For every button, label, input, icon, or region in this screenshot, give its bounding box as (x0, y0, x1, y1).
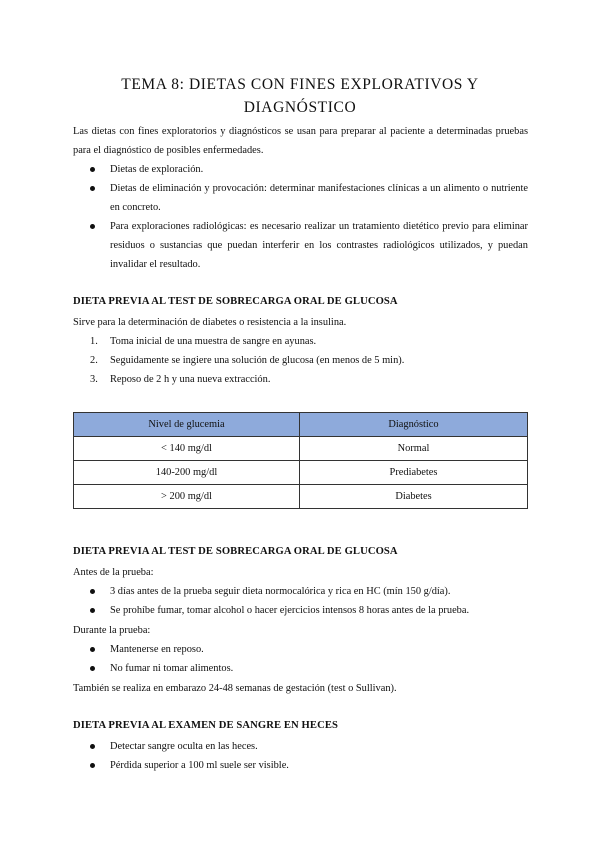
pregnancy-note: También se realiza en embarazo 24-48 semanas de gestación (test o Sullivan). (73, 683, 397, 694)
bullet-icon (90, 608, 95, 613)
intro-paragraph: Las dietas con fines exploratorios y diagnósticos se usan para preparar al paciente a determinadas pruebas para el diagnóstico de posibles enfermedades. (73, 126, 528, 156)
table-row (74, 437, 528, 461)
list-item: Dietas de eliminación y provocación: determinar manifestaciones clínicas a un alimento o nutriente en concreto. (73, 179, 528, 217)
intro-bullet-list (73, 160, 528, 274)
bullet-icon (90, 167, 95, 172)
during-list (73, 640, 528, 678)
table-row (74, 485, 528, 509)
section3-heading: DIETA PREVIA AL EXAMEN DE SANGRE EN HECES (73, 720, 338, 731)
table-row (74, 461, 528, 485)
table-header-row (74, 413, 528, 437)
table-header-cell: Diagnóstico (300, 413, 528, 437)
bullet-icon (90, 666, 95, 671)
section1-text: Sirve para la determinación de diabetes o resistencia a la insulina. (73, 317, 347, 328)
table-cell: > 200 mg/dl (74, 485, 300, 509)
section1-steps (73, 332, 528, 389)
glucose-diagnosis-table (73, 412, 528, 509)
section2-heading: DIETA PREVIA AL TEST DE SOBRECARGA ORAL DE GLUCOSA (73, 546, 398, 557)
bullet-icon (90, 647, 95, 652)
table-header-cell: Nivel de glucemia (74, 413, 300, 437)
bullet-icon (90, 763, 95, 768)
list-item: 2. Seguidamente se ingiere una solución de glucosa (en menos de 5 min). (90, 355, 405, 366)
list-item: Para exploraciones radiológicas: es necesario realizar un tratamiento dietético previo para eliminar residuos o sustancias que puedan interferir en los contrastes radiológicos utilizados, y puedan invalidar el resultado. (73, 217, 528, 274)
before-list (73, 582, 528, 620)
list-item: Detectar sangre oculta en las heces. (73, 737, 528, 756)
list-item: Mantenerse en reposo. (73, 640, 528, 659)
bullet-icon (90, 186, 95, 191)
list-item: 3 días antes de la prueba seguir dieta normocalórica y rica en HC (mín 150 g/día). (73, 582, 528, 601)
list-item: 1. Toma inicial de una muestra de sangre en ayunas. (90, 336, 317, 347)
table-cell: < 140 mg/dl (74, 437, 300, 461)
list-item: No fumar ni tomar alimentos. (73, 659, 528, 678)
section1-heading: DIETA PREVIA AL TEST DE SOBRECARGA ORAL DE GLUCOSA (73, 296, 398, 307)
table-cell: Normal (300, 437, 528, 461)
before-label: Antes de la prueba: (73, 567, 154, 578)
during-label: Durante la prueba: (73, 625, 151, 636)
list-item: 3. Reposo de 2 h y una nueva extracción. (90, 374, 271, 385)
page-title-line1: TEMA 8: DIETAS CON FINES EXPLORATIVOS Y (121, 76, 479, 93)
page-title-line2: DIAGNÓSTICO (243, 99, 357, 116)
bullet-icon (90, 224, 95, 229)
list-item: Pérdida superior a 100 ml suele ser visible. (73, 756, 528, 775)
list-item: Se prohíbe fumar, tomar alcohol o hacer ejercicios intensos 8 horas antes de la prueba. (73, 601, 528, 620)
bullet-icon (90, 589, 95, 594)
bullet-icon (90, 744, 95, 749)
list-item: Dietas de exploración. (73, 160, 528, 179)
table-cell: 140-200 mg/dl (74, 461, 300, 485)
section3-list (73, 737, 528, 775)
table-cell: Prediabetes (300, 461, 528, 485)
table-cell: Diabetes (300, 485, 528, 509)
